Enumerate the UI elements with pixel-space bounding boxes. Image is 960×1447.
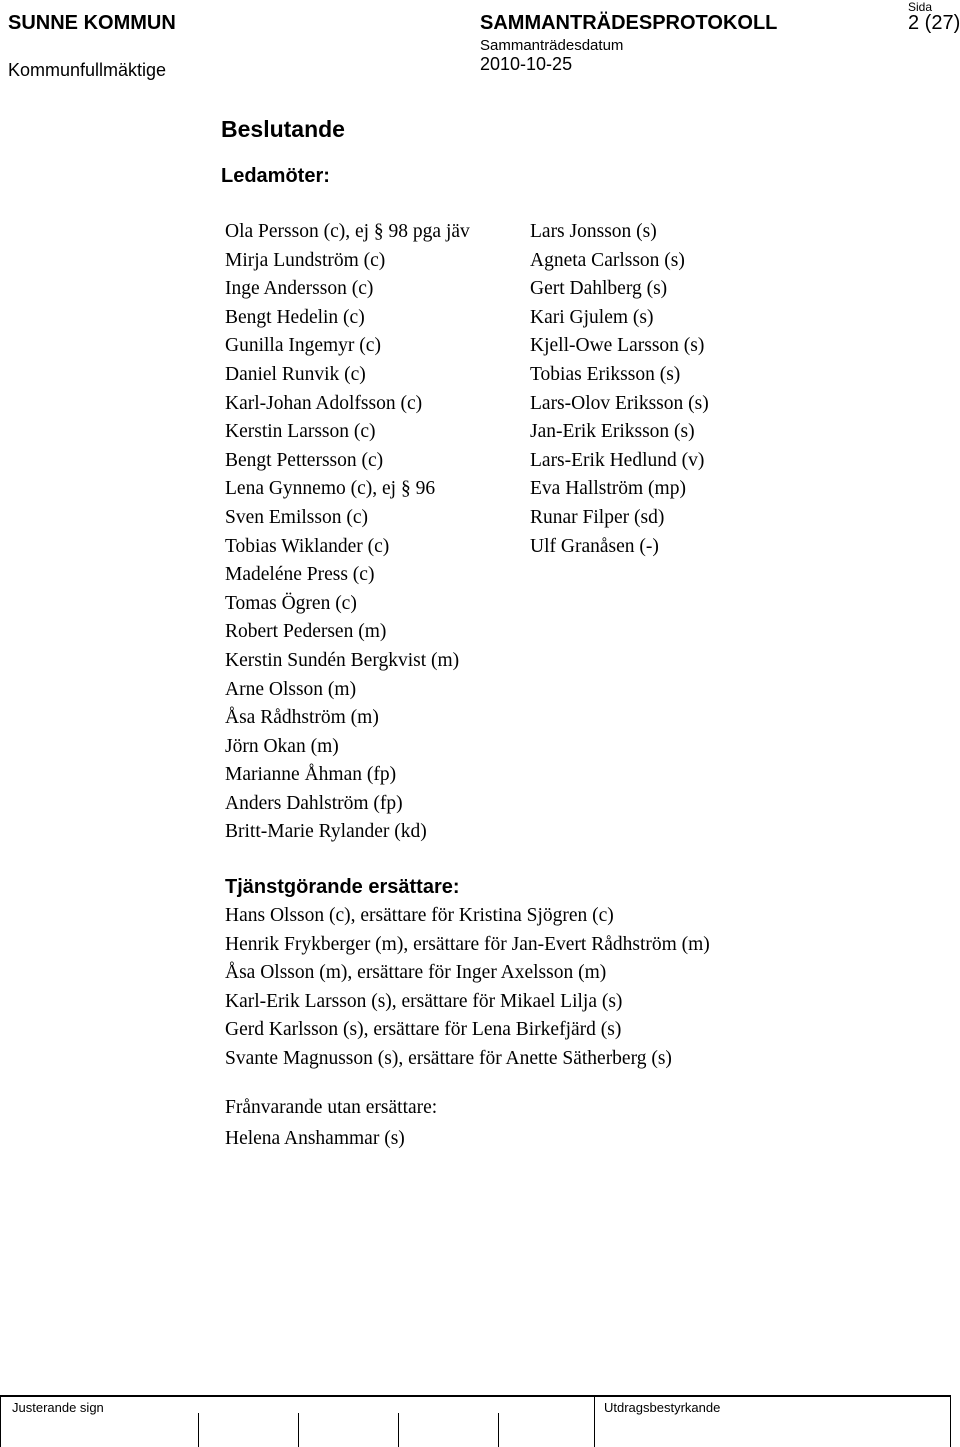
signature-box-divider <box>298 1413 299 1447</box>
list-item: Mirja Lundström (c) <box>225 249 386 271</box>
meeting-date-label: Sammanträdesdatum <box>480 37 624 54</box>
signature-footer <box>0 1395 951 1447</box>
substitutes-heading: Tjänstgörande ersättare: <box>225 876 460 898</box>
list-item: Runar Filper (sd) <box>530 506 665 528</box>
list-item: Kari Gjulem (s) <box>530 306 654 328</box>
list-item: Helena Anshammar (s) <box>225 1128 405 1149</box>
list-item: Ulf Granåsen (-) <box>530 535 659 557</box>
page-number: 2 (27) <box>908 12 960 34</box>
list-item: Madeléne Press (c) <box>225 564 375 586</box>
members-heading: Ledamöter: <box>221 165 330 187</box>
list-item: Anders Dahlström (fp) <box>225 792 403 814</box>
list-item: Åsa Rådhström (m) <box>225 707 379 729</box>
list-item: Karl-Erik Larsson (s), ersättare för Mikael Lilja (s) <box>225 990 623 1012</box>
substitutes-list <box>225 902 710 1074</box>
list-item: Jörn Okan (m) <box>225 735 339 757</box>
list-item: Gunilla Ingemyr (c) <box>225 335 381 357</box>
list-item: Ola Persson (c), ej § 98 pga jäv <box>225 221 470 242</box>
list-item: Inge Andersson (c) <box>225 278 374 300</box>
list-item: Gert Dahlberg (s) <box>530 278 668 300</box>
list-item: Hans Olsson (c), ersättare för Kristina Sjögren (c) <box>225 905 614 926</box>
certifier-label: Utdragsbestyrkande <box>604 1400 721 1415</box>
list-item: Lars-Olov Eriksson (s) <box>530 392 709 414</box>
document-title: SAMMANTRÄDESPROTOKOLL <box>480 12 778 34</box>
signature-box-divider <box>498 1413 499 1447</box>
footer-divider <box>0 1395 951 1397</box>
list-item: Karl-Johan Adolfsson (c) <box>225 392 423 414</box>
list-item: Åsa Olsson (m), ersättare för Inger Axelsson (m) <box>225 962 607 984</box>
list-item: Marianne Åhman (fp) <box>225 764 397 786</box>
list-item: Bengt Hedelin (c) <box>225 306 365 328</box>
list-item: Gerd Karlsson (s), ersättare för Lena Birkefjärd (s) <box>225 1019 622 1041</box>
footer-divider <box>0 1395 1 1447</box>
list-item: Arne Olsson (m) <box>225 678 357 700</box>
list-item: Lars Jonsson (s) <box>530 221 657 242</box>
list-item: Kerstin Sundén Bergkvist (m) <box>225 649 460 671</box>
list-item: Tobias Eriksson (s) <box>530 363 681 385</box>
list-item: Lena Gynnemo (c), ej § 96 <box>225 478 436 500</box>
list-item: Svante Magnusson (s), ersättare för Anette Sätherberg (s) <box>225 1047 672 1069</box>
list-item: Kjell-Owe Larsson (s) <box>530 335 705 357</box>
assembly-name: Kommunfullmäktige <box>8 60 167 80</box>
footer-divider <box>594 1395 595 1447</box>
list-item: Henrik Frykberger (m), ersättare för Jan-Evert Rådhström (m) <box>225 933 710 955</box>
page-label: Sida <box>908 0 933 14</box>
organization-name: SUNNE KOMMUN <box>8 12 176 34</box>
list-item: Lars-Erik Hedlund (v) <box>530 449 705 471</box>
absent-heading: Frånvarande utan ersättare: <box>225 1097 438 1118</box>
members-list-left <box>225 218 470 847</box>
signature-box-divider <box>398 1413 399 1447</box>
absent-list <box>225 1125 405 1154</box>
signature-box-divider <box>198 1413 199 1447</box>
list-item: Britt-Marie Rylander (kd) <box>225 821 427 843</box>
list-item: Daniel Runvik (c) <box>225 363 366 385</box>
adjuster-signature-label: Justerande sign <box>12 1400 104 1415</box>
list-item: Agneta Carlsson (s) <box>530 249 685 271</box>
list-item: Sven Emilsson (c) <box>225 506 368 528</box>
section-title-decision: Beslutande <box>221 116 345 142</box>
footer-divider <box>950 1395 951 1447</box>
list-item: Jan-Erik Eriksson (s) <box>530 421 695 443</box>
list-item: Eva Hallström (mp) <box>530 478 686 500</box>
meeting-date: 2010-10-25 <box>480 54 573 74</box>
list-item: Kerstin Larsson (c) <box>225 421 376 443</box>
list-item: Bengt Pettersson (c) <box>225 449 384 471</box>
list-item: Tobias Wiklander (c) <box>225 535 390 557</box>
list-item: Tomas Ögren (c) <box>225 592 357 614</box>
members-list-right <box>530 218 709 561</box>
list-item: Robert Pedersen (m) <box>225 621 387 643</box>
